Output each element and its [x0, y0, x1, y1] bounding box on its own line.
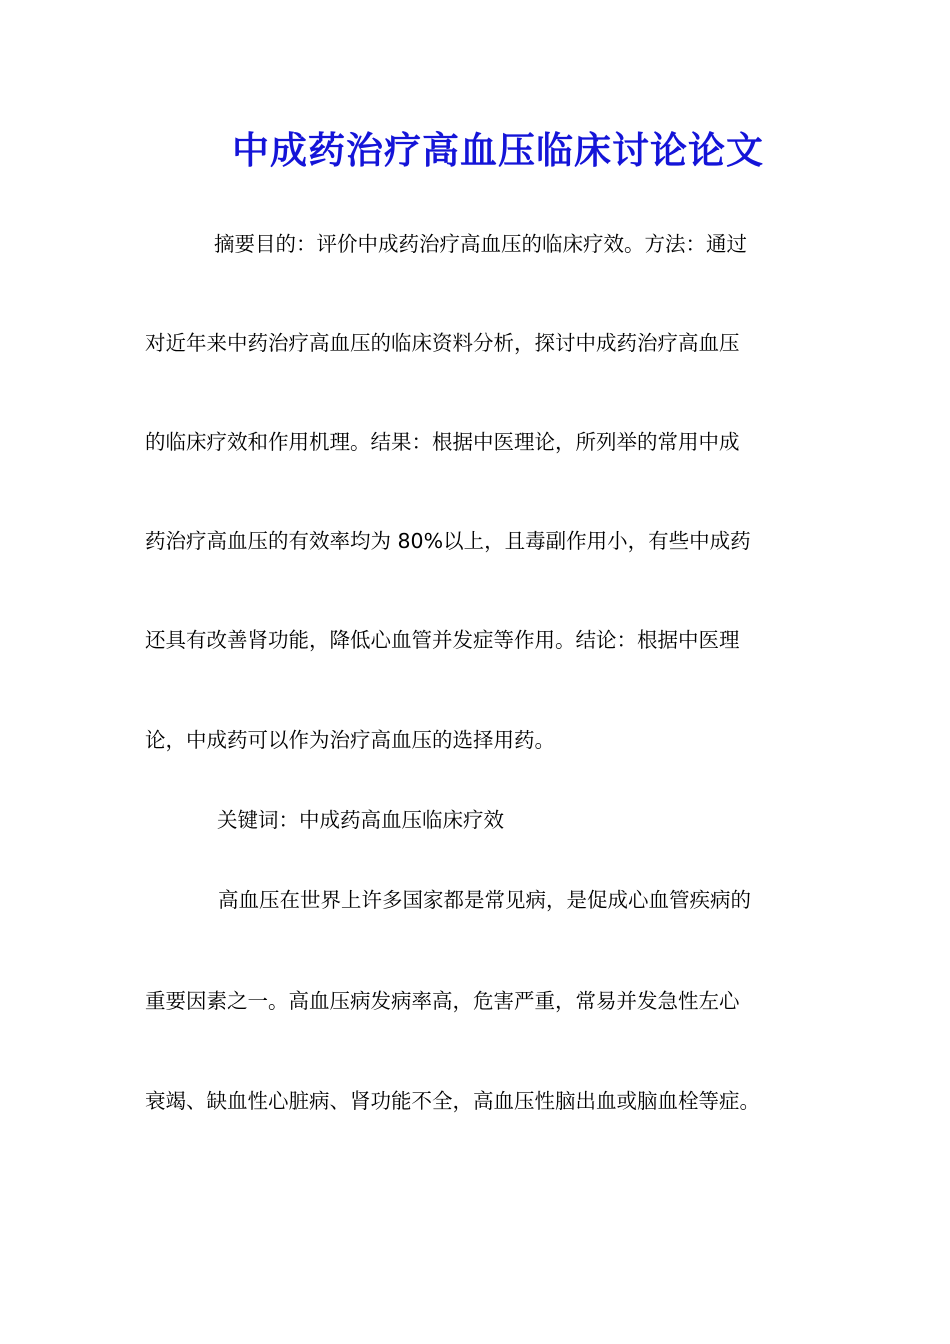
abstract-line-4: 药治疗高血压的有效率均为 80%以上，且毒副作用小，有些中成药 [145, 529, 751, 553]
abstract-line-1: 摘要目的：评价中成药治疗高血压的临床疗效。方法：通过 [214, 232, 747, 256]
body-line-1: 高血压在世界上许多国家都是常见病，是促成心血管疾病的 [218, 888, 751, 912]
body-line-3: 衰竭、缺血性心脏病、肾功能不全，高血压性脑出血或脑血栓等症。 [145, 1089, 760, 1113]
document-title: 中成药治疗高血压临床讨论论文 [232, 128, 764, 172]
abstract-line-6: 论，中成药可以作为治疗高血压的选择用药。 [145, 728, 555, 752]
abstract-line-2: 对近年来中药治疗高血压的临床资料分析，探讨中成药治疗高血压 [145, 331, 740, 355]
keywords-line: 关键词：中成药高血压临床疗效 [217, 808, 504, 832]
abstract-line-3: 的临床疗效和作用机理。结果：根据中医理论，所列举的常用中成 [145, 430, 740, 454]
body-line-2: 重要因素之一。高血压病发病率高，危害严重，常易并发急性左心 [145, 989, 740, 1013]
abstract-line-5: 还具有改善肾功能，降低心血管并发症等作用。结论：根据中医理 [145, 628, 740, 652]
